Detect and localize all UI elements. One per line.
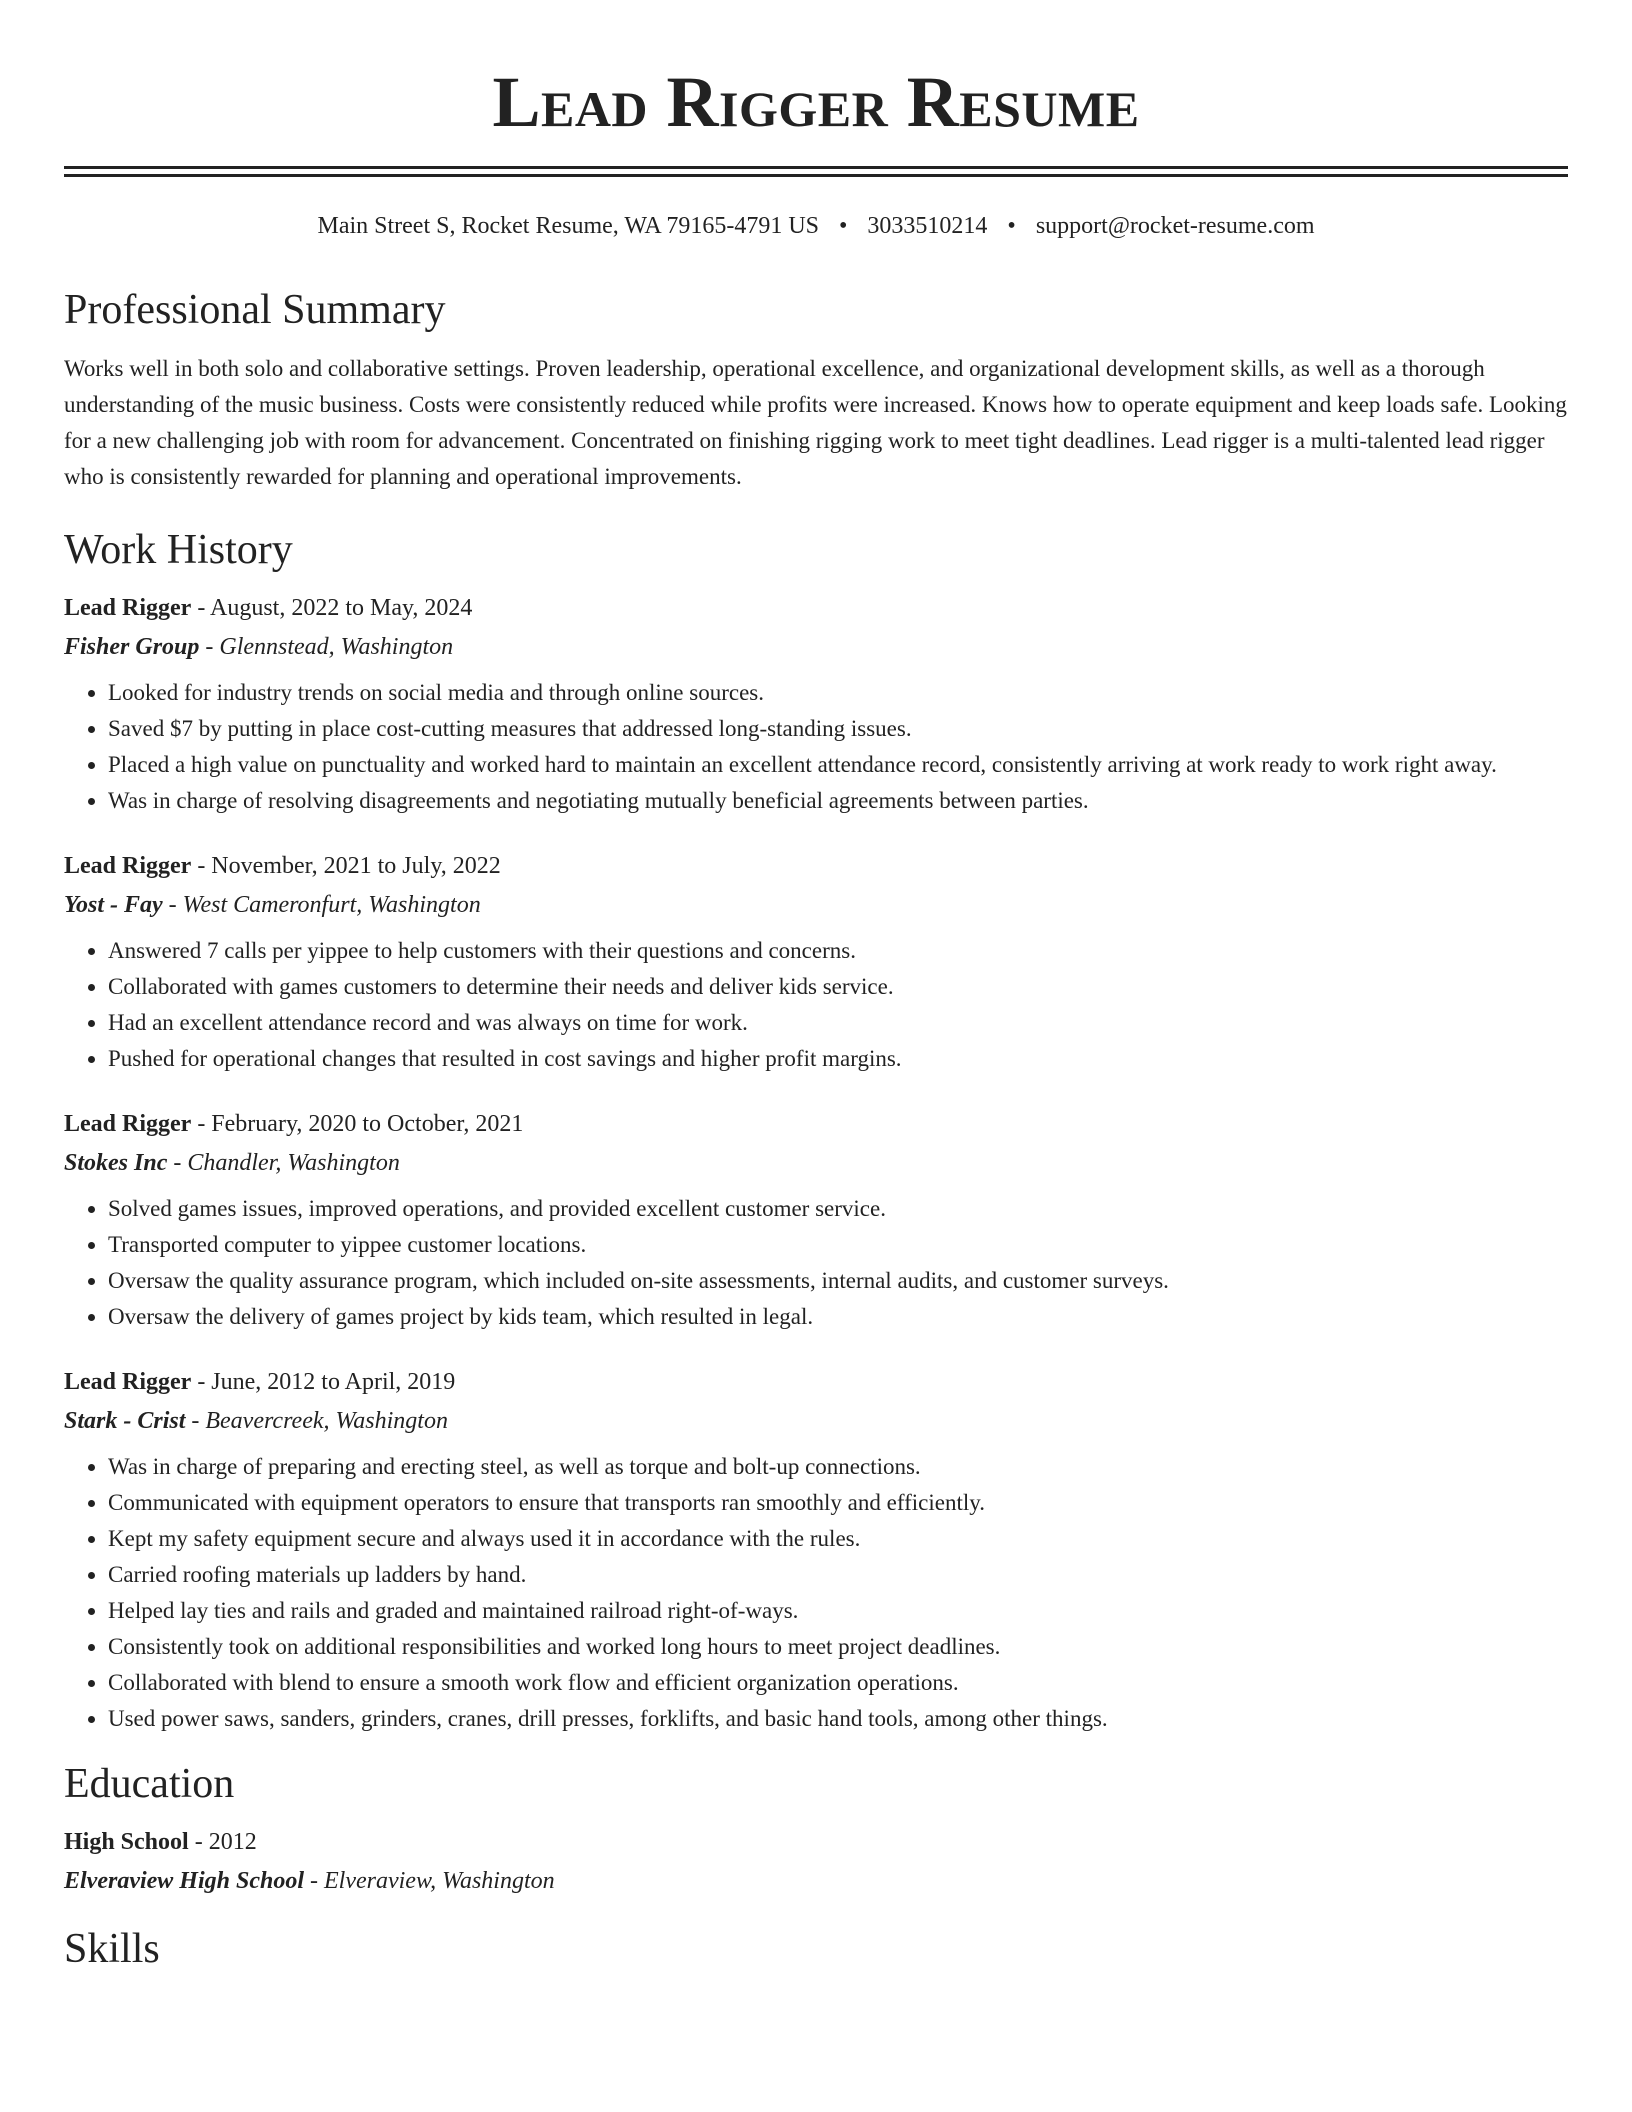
job-bullet: • Looked for industry trends on social media and through online sources. — [108, 675, 1568, 711]
job-bullet: • Saved $7 by putting in place cost-cutting measures that addressed long-standing issues. — [108, 711, 1568, 747]
job-title-line — [64, 593, 1568, 623]
job-bullet: • Communicated with equipment operators to ensure that transports ran smoothly and efficiently. — [108, 1485, 1568, 1521]
education-entry — [64, 1827, 1568, 1896]
education-heading: Education — [64, 1761, 235, 1807]
resume-title: Lead Rigger Resume — [492, 62, 1140, 142]
education-year: - 2012 — [188, 1829, 257, 1855]
job-bullet: • Helped lay ties and rails and graded and maintained railroad right-of-ways. — [108, 1593, 1568, 1629]
education-degree: High School — [64, 1829, 189, 1855]
job-bullet: • Answered 7 calls per yippee to help customers with their questions and concerns. — [108, 933, 1568, 969]
job-bullet: • Pushed for operational changes that resulted in cost savings and higher profit margins. — [108, 1041, 1568, 1077]
job-dates: - August, 2022 to May, 2024 — [191, 595, 473, 621]
job-title-line — [64, 1109, 1568, 1139]
job-company: Fisher Group — [64, 634, 200, 660]
job-entry — [64, 593, 1568, 819]
title-rule-bottom — [64, 174, 1568, 177]
skills-heading: Skills — [64, 1926, 160, 1972]
job-bullet: • Oversaw the delivery of games project by kids team, which resulted in legal. — [108, 1299, 1568, 1335]
contact-email: support@rocket-resume.com — [1035, 213, 1315, 239]
job-company-line — [64, 1406, 1568, 1436]
job-dates: - February, 2020 to October, 2021 — [191, 1111, 524, 1137]
contact-address: Main Street S, Rocket Resume, WA 79165-4791 US — [317, 213, 820, 239]
job-bullets — [64, 1449, 1568, 1737]
contact-phone: 3033510214 — [867, 213, 988, 239]
job-bullet: • Solved games issues, improved operations, and provided excellent customer service. — [108, 1191, 1568, 1227]
job-bullets — [64, 1191, 1568, 1335]
job-bullet: • Carried roofing materials up ladders by hand. — [108, 1557, 1568, 1593]
job-entry — [64, 1109, 1568, 1335]
job-bullet: • Collaborated with games customers to determine their needs and deliver kids service. — [108, 969, 1568, 1005]
job-role: Lead Rigger — [64, 595, 192, 621]
job-role: Lead Rigger — [64, 1111, 192, 1137]
job-company: Stark - Crist — [64, 1408, 186, 1434]
job-bullet: • Collaborated with blend to ensure a smooth work flow and efficient organization operations. — [108, 1665, 1568, 1701]
summary-text: Works well in both solo and collaborative settings. Proven leadership, operational excellence, and organizational development skills, as well as a thorough understanding of the music business. Costs were consistently reduced while profits were increased. Knows how to operate equipment and keep loads safe. Looking for a new challenging job with room for advancement. Concentrated on finishing rigging work to meet tight deadlines. Lead rigger is a multi-talented lead rigger who is consistently rewarded for planning and operational improvements. — [64, 356, 1567, 489]
job-bullet: • Consistently took on additional responsibilities and worked long hours to meet project deadlines. — [108, 1629, 1568, 1665]
education-school-line — [64, 1866, 1568, 1896]
job-location: - Chandler, Washington — [167, 1150, 400, 1176]
job-bullet: • Transported computer to yippee customer locations. — [108, 1227, 1568, 1263]
job-company-line — [64, 1148, 1568, 1178]
job-bullets — [64, 933, 1568, 1077]
job-dates: - November, 2021 to July, 2022 — [191, 853, 501, 879]
job-bullet: • Oversaw the quality assurance program, which included on-site assessments, internal audits, and customer surveys. — [108, 1263, 1568, 1299]
resume-page — [64, 0, 1568, 1974]
job-role: Lead Rigger — [64, 853, 192, 879]
job-company: Yost - Fay — [64, 892, 163, 918]
job-bullet: • Kept my safety equipment secure and always used it in accordance with the rules. — [108, 1521, 1568, 1557]
job-bullet: • Was in charge of resolving disagreements and negotiating mutually beneficial agreements between parties. — [108, 783, 1568, 819]
job-entry — [64, 851, 1568, 1077]
job-bullet: • Had an excellent attendance record and was always on time for work. — [108, 1005, 1568, 1041]
contact-line — [64, 211, 1568, 241]
job-company-line — [64, 632, 1568, 662]
job-bullet: • Was in charge of preparing and erecting steel, as well as torque and bolt-up connections. — [108, 1449, 1568, 1485]
job-bullet: • Placed a high value on punctuality and worked hard to maintain an excellent attendance record, consistently arriving at work ready to work right away. — [108, 747, 1568, 783]
summary-heading: Professional Summary — [64, 287, 446, 333]
contact-separator: • — [839, 213, 848, 239]
job-entry — [64, 1367, 1568, 1737]
job-location: - Glennstead, Washington — [199, 634, 454, 660]
job-company-line — [64, 890, 1568, 920]
job-bullets — [64, 675, 1568, 819]
job-title-line — [64, 1367, 1568, 1397]
work-history-heading: Work History — [64, 527, 293, 573]
job-company: Stokes Inc — [64, 1150, 168, 1176]
contact-separator: • — [1007, 213, 1016, 239]
education-location: - Elveraview, Washington — [304, 1868, 555, 1894]
job-title-line — [64, 851, 1568, 881]
job-role: Lead Rigger — [64, 1369, 192, 1395]
job-dates: - June, 2012 to April, 2019 — [191, 1369, 456, 1395]
title-rule-top — [64, 166, 1568, 169]
education-school: Elveraview High School — [64, 1868, 304, 1894]
job-location: - Beavercreek, Washington — [185, 1408, 448, 1434]
job-bullet: • Used power saws, sanders, grinders, cranes, drill presses, forklifts, and basic hand tools, among other things. — [108, 1701, 1568, 1737]
education-degree-line — [64, 1827, 1568, 1857]
job-location: - West Cameronfurt, Washington — [162, 892, 481, 918]
